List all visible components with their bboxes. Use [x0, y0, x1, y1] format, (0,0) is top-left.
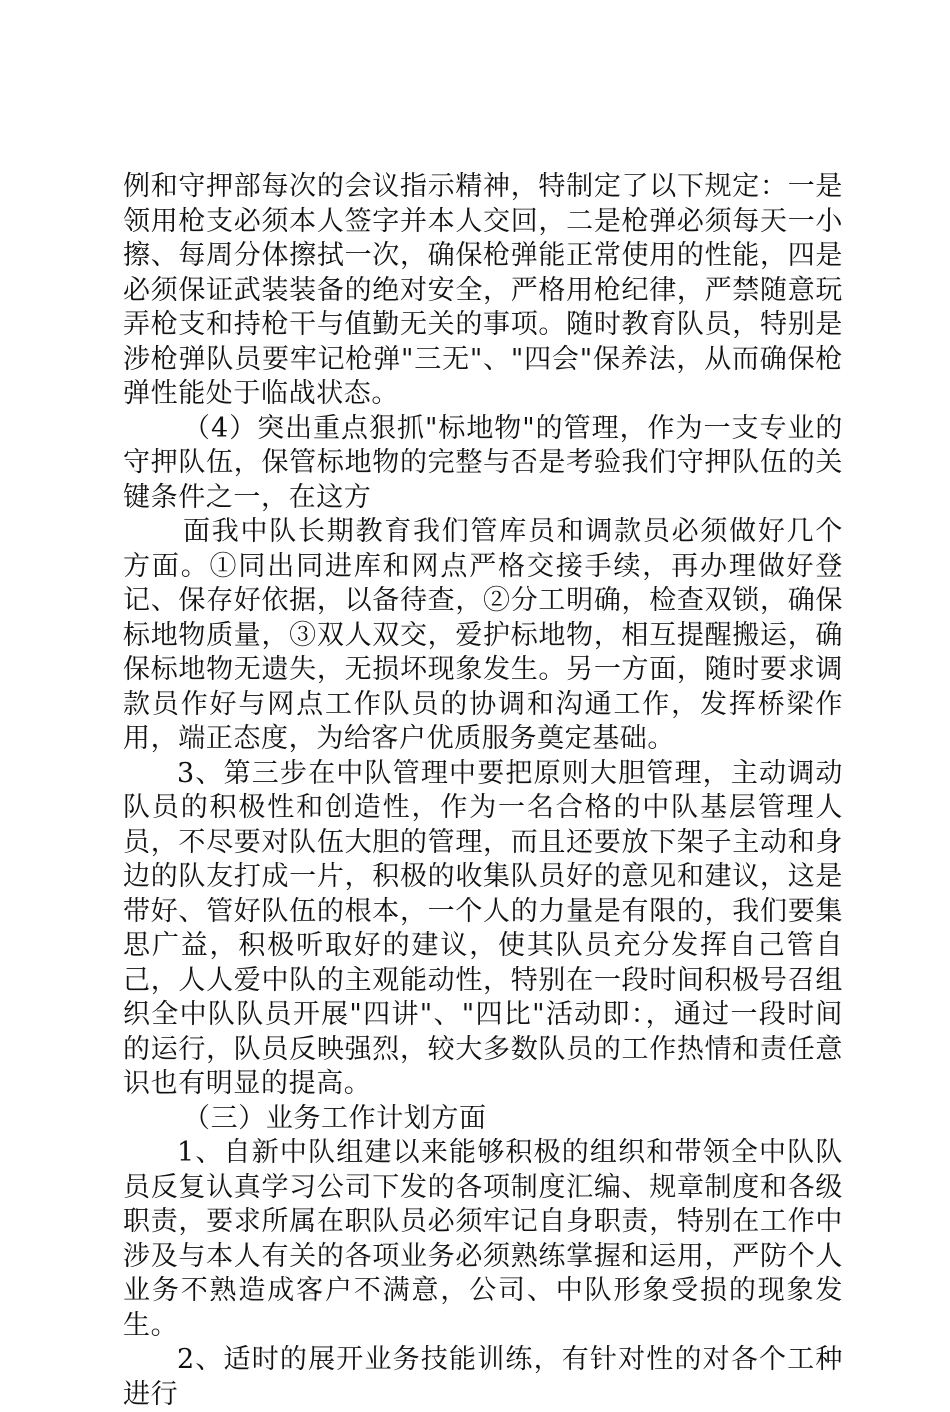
- paragraph-item-4: （4）突出重点狠抓"标地物"的管理，作为一支专业的守押队伍，保管标地物的完整与否是考验我们守押队伍的关键条件之一，在这方: [123, 412, 843, 513]
- paragraph-step-3: 3、第三步在中队管理中要把原则大胆管理，主动调动队员的积极性和创造性，作为一名合格的中队基层管理人员，不尽要对队伍大胆的管理，而且还要放下架子主动和身边的队友打成一片，积极的收集队员好的意见和建议，这是带好、管好队伍的根本，一个人的力量是有限的，我们要集思广益，积极听取好的建议，使其队员充分发挥自己管自己，人人爱中队的主观能动性，特别在一段时间积极号召组织全中队队员开展"四讲"、"四比"活动即：，通过一段时间的运行，队员反映强烈，较大多数队员的工作热情和责任意识也有明显的提高。: [123, 757, 843, 1099]
- section-heading-business-plan: （三）业务工作计划方面: [183, 1102, 487, 1134]
- paragraph-point-1: 1、自新中队组建以来能够积极的组织和带领全中队队员反复认真学习公司下发的各项制度汇编、规章制度和各级职责，要求所属在职队员必须牢记自身职责，特别在工作中涉及与本人有关的各项业务必须熟练掌握和运用，严防个人业务不熟造成客户不满意，公司、中队形象受损的现象发生。: [123, 1137, 843, 1341]
- document-body: [123, 170, 843, 1412]
- paragraph-point-2: 2、适时的展开业务技能训练，有针对性的对各个工种进行: [123, 1344, 843, 1410]
- paragraph-weapon-rules: 例和守押部每次的会议指示精神，特制定了以下规定：一是领用枪支必须本人签字并本人交回，二是枪弹必须每天一小擦、每周分体擦拭一次，确保枪弹能正常使用的性能，四是必须保证武装装备的绝对安全，严格用枪纪律，严禁随意玩弄枪支和持枪干与值勤无关的事项。随时教育队员，特别是涉枪弹队员要牢记枪弹"三无"、"四会"保养法，从而确保枪弹性能处于临战状态。: [123, 171, 843, 409]
- paragraph-custody-procedures: 面我中队长期教育我们管库员和调款员必须做好几个方面。①同出同进库和网点严格交接手续，再办理做好登记、保存好依据，以备待查，②分工明确，检查双锁，确保标地物质量，③双人双交，爱护标地物，相互提醒搬运，确保标地物无遗失，无损坏现象发生。另一方面，随时要求调款员作好与网点工作队员的协调和沟通工作，发挥桥梁作用，端正态度，为给客户优质服务奠定基础。: [123, 516, 843, 754]
